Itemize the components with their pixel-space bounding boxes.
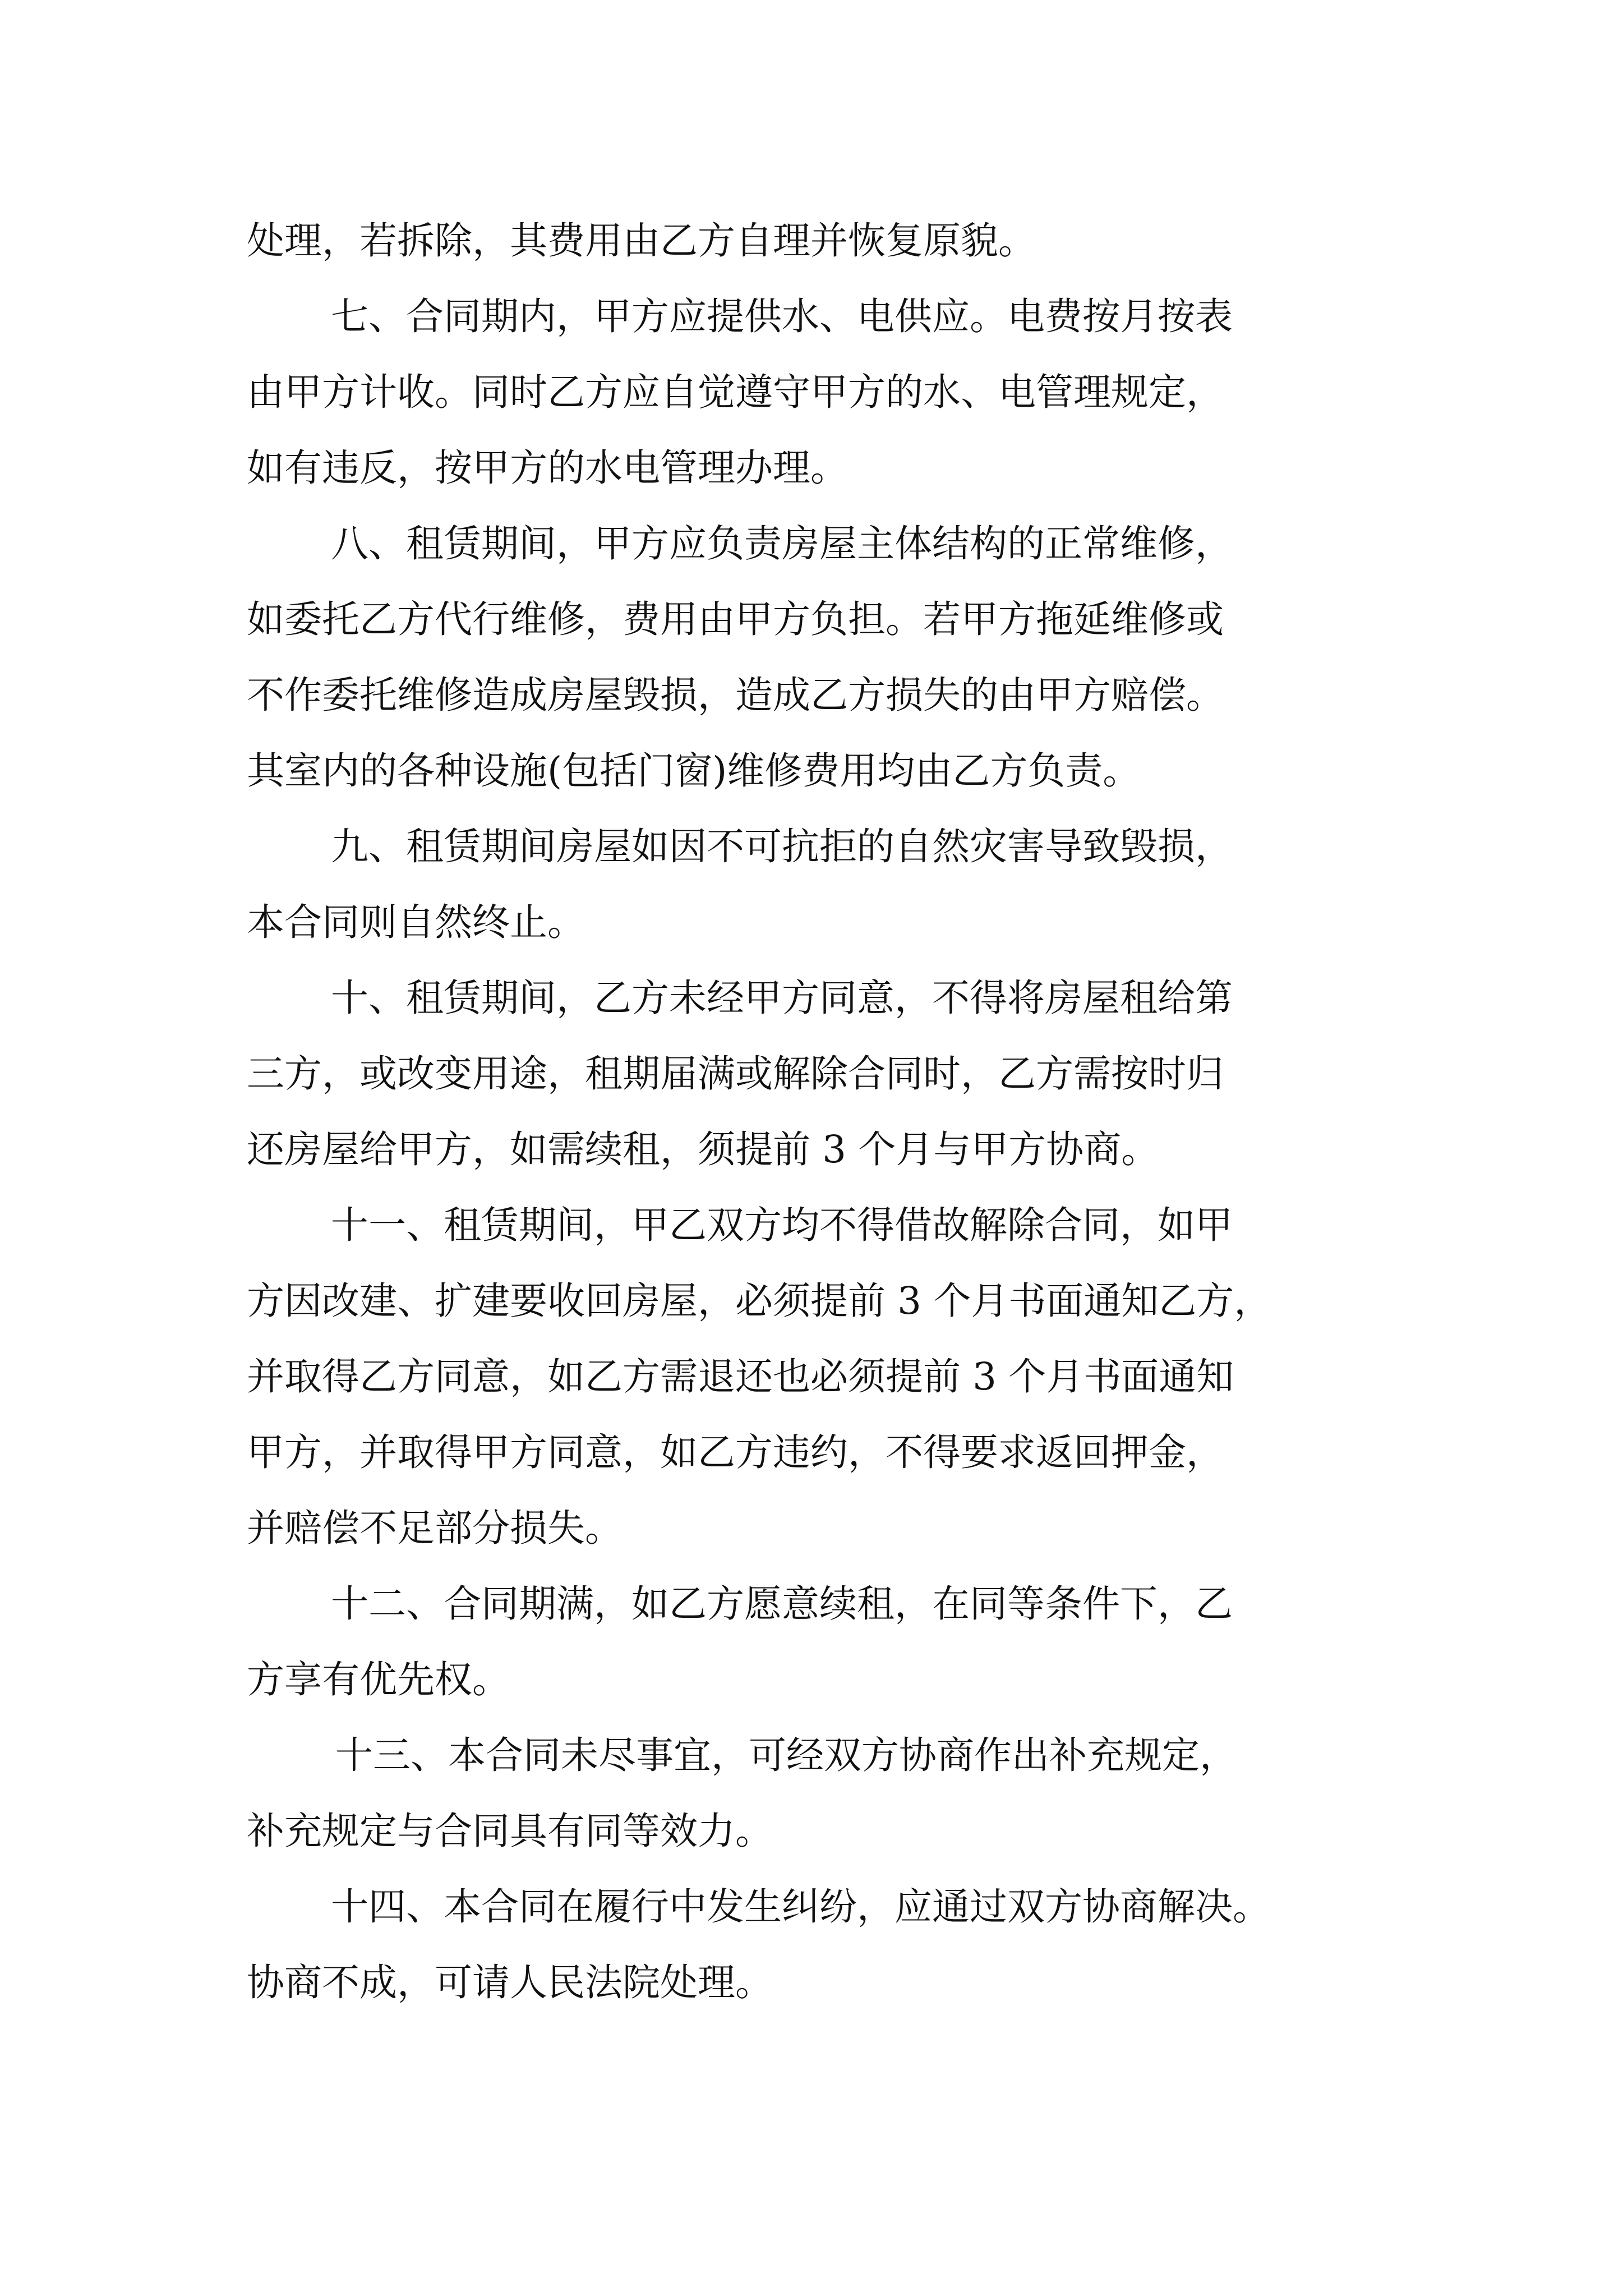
text-line: 其室内的各种设施(包括门窗)维修费用均由乙方负责。 [247,749,1141,793]
text-line: 还房屋给甲方，如需续租，须提前 3 个月与甲方协商。 [247,1128,1159,1171]
clause-9-line: 九、租赁期间房屋如因不可抗拒的自然灾害导致毁损， [331,825,1233,868]
clause-8-line: 八、租赁期间，甲方应负责房屋主体结构的正常维修， [331,522,1233,565]
text-line: 并赔偿不足部分损失。 [247,1506,623,1550]
clause-14-line: 十四、本合同在履行中发生纠纷，应通过双方协商解决。 [331,1885,1270,1929]
text-line: 三方，或改变用途，租期届满或解除合同时，乙方需按时归 [247,1052,1224,1096]
text-line: 补充规定与合同具有同等效力。 [247,1809,773,1853]
clause-12-line: 十二、合同期满，如乙方愿意续租，在同等条件下，乙 [331,1582,1233,1626]
text-line: 方享有优先权。 [247,1658,510,1701]
text-line: 协商不成，可请人民法院处理。 [247,1961,773,2004]
text-line: 并取得乙方同意，如乙方需退还也必须提前 3 个月书面通知 [247,1355,1234,1398]
text-line: 方因改建、扩建要收回房屋，必须提前 3 个月书面通知乙方， [247,1279,1272,1323]
text-line: 不作委托维修造成房屋毁损，造成乙方损失的由甲方赔偿。 [247,673,1224,717]
text-line: 由甲方计收。同时乙方应自觉遵守甲方的水、电管理规定， [247,370,1224,414]
clause-13-line: 十三、本合同未尽事宜，可经双方协商作出补充规定， [335,1733,1237,1777]
text-line: 如委托乙方代行维修，费用由甲方负担。若甲方拖延维修或 [247,597,1224,641]
clause-11-line: 十一、租赁期间，甲乙双方均不得借故解除合同，如甲 [331,1203,1233,1247]
text-line: 如有违反，按甲方的水电管理办理。 [247,446,848,490]
text-line: 处理，若拆除，其费用由乙方自理并恢复原貌。 [247,219,1036,263]
clause-7-line: 七、合同期内，甲方应提供水、电供应。电费按月按表 [331,295,1233,338]
text-line: 甲方，并取得甲方同意，如乙方违约，不得要求返回押金， [247,1430,1224,1474]
text-line: 本合同则自然终止。 [247,900,585,944]
clause-10-line: 十、租赁期间，乙方未经甲方同意，不得将房屋租给第 [331,976,1233,1020]
